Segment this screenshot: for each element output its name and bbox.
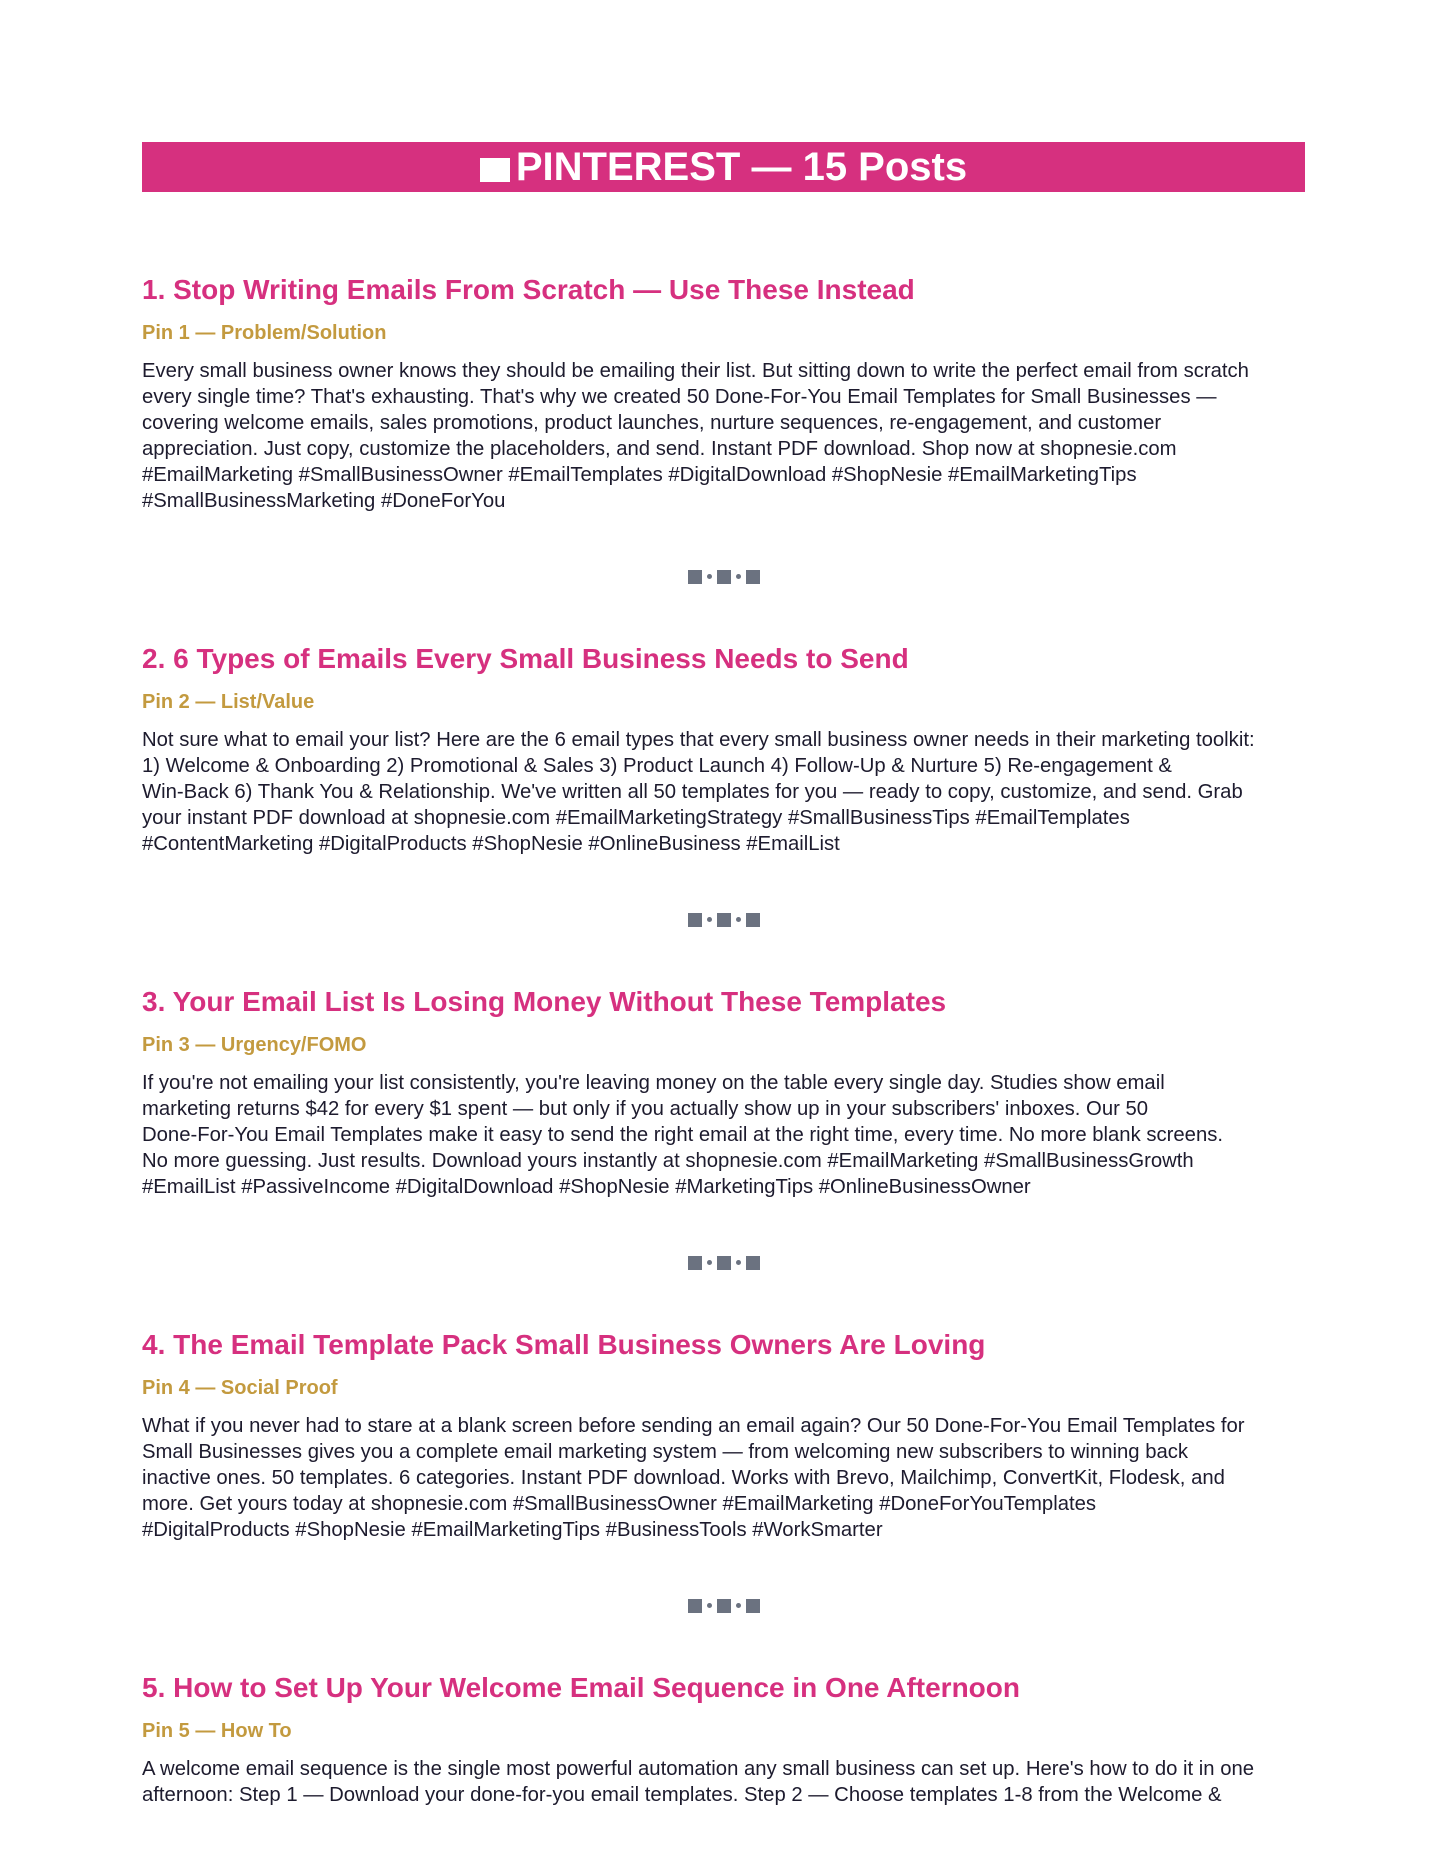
section-divider — [142, 514, 1312, 639]
post-body-line: covering welcome emails, sales promotions, product launches, nurture sequences, re-engagement, and customer — [142, 412, 1162, 434]
divider-square-icon — [717, 570, 731, 584]
post — [142, 982, 1312, 1200]
divider-dot-icon — [707, 917, 712, 922]
divider-square-icon — [688, 913, 702, 927]
post-body-line: #ContentMarketing #DigitalProducts #ShopNesie #OnlineBusiness #EmailList — [142, 833, 840, 855]
post-body — [142, 1070, 1312, 1200]
post-body-line: Not sure what to email your list? Here are the 6 email types that every small business owner needs in their marketing toolkit: — [142, 729, 1255, 751]
post-body-line: #EmailMarketing #SmallBusinessOwner #EmailTemplates #DigitalDownload #ShopNesie #EmailMarketingTips — [142, 464, 1137, 486]
post-title: 3. Your Email List Is Losing Money Without These Templates — [142, 986, 947, 1017]
divider-dot-icon — [736, 1603, 741, 1608]
post-body-line: #DigitalProducts #ShopNesie #EmailMarketingTips #BusinessTools #WorkSmarter — [142, 1519, 883, 1541]
post-body-line: A welcome email sequence is the single most powerful automation any small business can set up. Here's how to do it in one — [142, 1758, 1255, 1780]
divider-square-icon — [688, 570, 702, 584]
post-body-line: Done-For-You Email Templates make it easy to send the right email at the right time, every time. No more blank screens. — [142, 1124, 1224, 1146]
section-banner — [142, 142, 1305, 192]
pin-label: Pin 1 — Problem/Solution — [142, 322, 387, 344]
post-body-line: every single time? That's exhausting. That's why we created 50 Done-For-You Email Templates for Small Businesses — — [142, 386, 1217, 408]
post-body-line: afternoon: Step 1 — Download your done-for-you email templates. Step 2 — Choose templates 1-8 from the Welcome & — [142, 1784, 1222, 1806]
section-divider — [142, 1200, 1312, 1325]
posts-list — [142, 270, 1312, 1808]
post-body — [142, 1413, 1312, 1543]
post-body-line: Small Businesses gives you a complete email marketing system — from welcoming new subscribers to winning back — [142, 1441, 1189, 1463]
divider-square-icon — [746, 913, 760, 927]
post-body-line: #EmailList #PassiveIncome #DigitalDownload #ShopNesie #MarketingTips #OnlineBusinessOwner — [142, 1176, 1031, 1198]
post — [142, 639, 1312, 857]
post-body-line: more. Get yours today at shopnesie.com #SmallBusinessOwner #EmailMarketing #DoneForYouTemplates — [142, 1493, 1097, 1515]
post-body-line: No more guessing. Just results. Download yours instantly at shopnesie.com #EmailMarketing #SmallBusinessGrowth — [142, 1150, 1194, 1172]
post-body-line: #SmallBusinessMarketing #DoneForYou — [142, 490, 506, 512]
post-body-line: appreciation. Just copy, customize the placeholders, and send. Instant PDF download. Shop now at shopnesie.com — [142, 438, 1177, 460]
divider-square-icon — [746, 1256, 760, 1270]
post-body-line: Win-Back 6) Thank You & Relationship. We've written all 50 templates for you — ready to copy, customize, and send. Grab — [142, 781, 1243, 803]
post-body — [142, 727, 1312, 857]
pin-label: Pin 4 — Social Proof — [142, 1377, 338, 1399]
post-body-line: If you're not emailing your list consistently, you're leaving money on the table every single day. Studies show email — [142, 1072, 1165, 1094]
post-title: 5. How to Set Up Your Welcome Email Sequence in One Afternoon — [142, 1672, 1020, 1703]
divider-square-icon — [688, 1599, 702, 1613]
post-title: 1. Stop Writing Emails From Scratch — Use These Instead — [142, 274, 915, 305]
banner-title: PINTEREST — 15 Posts — [515, 145, 968, 189]
post-body-line: marketing returns $42 for every $1 spent — but only if you actually show up in your subscribers' inboxes. Our 50 — [142, 1098, 1149, 1120]
post-body-line: inactive ones. 50 templates. 6 categories. Instant PDF download. Works with Brevo, Mailchimp, ConvertKit, Flodesk, and — [142, 1467, 1225, 1489]
divider-square-icon — [688, 1256, 702, 1270]
post-body-line: What if you never had to stare at a blank screen before sending an email again? Our 50 Done-For-You Email Templates for — [142, 1415, 1245, 1437]
post — [142, 1668, 1312, 1808]
post-title: 2. 6 Types of Emails Every Small Business Needs to Send — [142, 643, 909, 674]
banner-square-icon — [480, 158, 510, 182]
divider-square-icon — [717, 1599, 731, 1613]
divider-square-icon — [746, 570, 760, 584]
divider-square-icon — [717, 1256, 731, 1270]
post-body-line: 1) Welcome & Onboarding 2) Promotional & Sales 3) Product Launch 4) Follow-Up & Nurture 5) Re-engagement & — [142, 755, 1172, 777]
post — [142, 270, 1312, 514]
divider-dot-icon — [736, 917, 741, 922]
divider-dot-icon — [707, 574, 712, 579]
post-title: 4. The Email Template Pack Small Business Owners Are Loving — [142, 1329, 986, 1360]
divider-dot-icon — [736, 574, 741, 579]
post-body — [142, 358, 1312, 514]
pin-label: Pin 2 — List/Value — [142, 691, 315, 713]
post — [142, 1325, 1312, 1543]
divider-dot-icon — [736, 1260, 741, 1265]
divider-dot-icon — [707, 1260, 712, 1265]
section-divider — [142, 1543, 1312, 1668]
divider-square-icon — [746, 1599, 760, 1613]
pin-label: Pin 5 — How To — [142, 1720, 292, 1742]
divider-square-icon — [717, 913, 731, 927]
section-divider — [142, 857, 1312, 982]
divider-dot-icon — [707, 1603, 712, 1608]
pin-label: Pin 3 — Urgency/FOMO — [142, 1034, 367, 1056]
post-body — [142, 1756, 1312, 1808]
post-body-line: your instant PDF download at shopnesie.com #EmailMarketingStrategy #SmallBusinessTips #EmailTemplates — [142, 807, 1130, 829]
post-body-line: Every small business owner knows they should be emailing their list. But sitting down to write the perfect email from scratch — [142, 360, 1249, 382]
